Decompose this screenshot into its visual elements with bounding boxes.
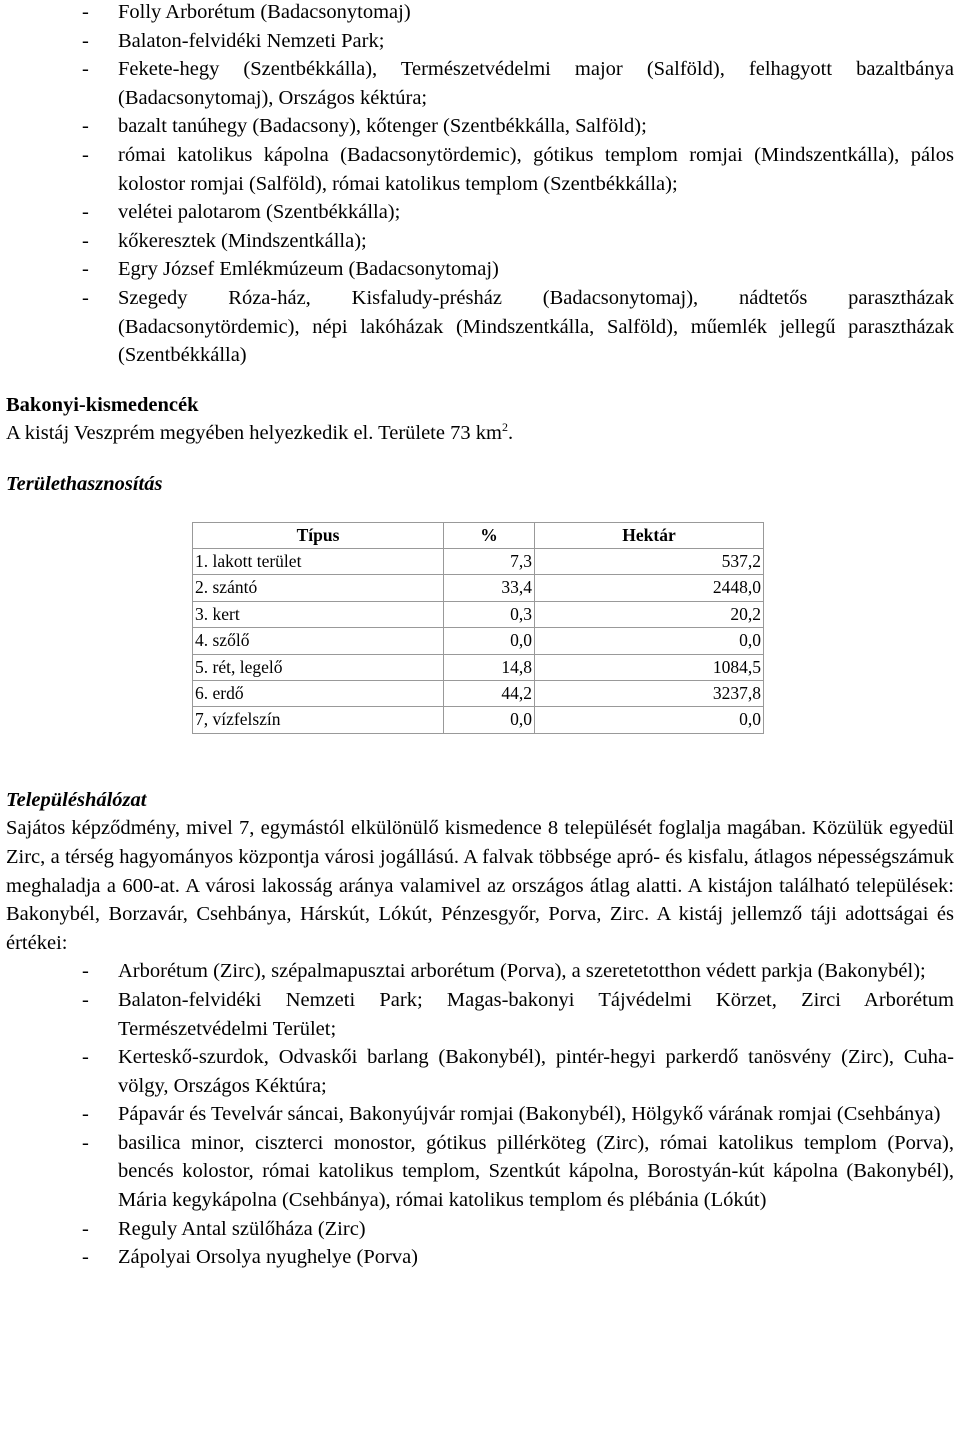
cell-percent: 7,3 bbox=[444, 548, 535, 574]
cell-percent: 44,2 bbox=[444, 680, 535, 706]
intro-paragraph bbox=[6, 419, 954, 448]
land-use-table bbox=[192, 522, 764, 734]
column-header-type: Típus bbox=[193, 522, 444, 548]
column-header-percent: % bbox=[444, 522, 535, 548]
list-item: - római katolikus kápolna (Badacsonytördemic), gótikus templom romjai (Mindszentkálla), pálos kolostor romjai (Salföld), római katolikus templom (Szentbékkálla); bbox=[6, 141, 954, 198]
list-item: - Kerteskő-szurdok, Odvaskői barlang (Bakonybél), pintér-hegyi parkerdő tanösvény (Zirc), Cuha-völgy, Országos Kéktúra; bbox=[6, 1043, 954, 1100]
section-title-telepules: Településhálózat bbox=[6, 788, 147, 811]
cell-type: 7, vízfelszín bbox=[193, 707, 444, 733]
list-item: - Egry József Emlékmúzeum (Badacsonytomaj) bbox=[6, 255, 954, 284]
section-title-teruleth: Területhasznosítás bbox=[6, 472, 163, 495]
top-bullet-list bbox=[6, 0, 954, 370]
cell-hectare: 20,2 bbox=[535, 601, 764, 627]
list-item: - Szegedy Róza-ház, Kisfaludy-présház (Badacsonytomaj), nádtetős parasztházak (Badacsonytördemic), népi lakóházak (Mindszentkálla, Salföld), műemlék jellegű parasztházak (Szentbékkálla) bbox=[6, 284, 954, 370]
intro-end: . bbox=[507, 422, 514, 445]
table-row bbox=[193, 628, 764, 654]
table-row bbox=[193, 575, 764, 601]
list-item: - velétei palotarom (Szentbékkálla); bbox=[6, 198, 954, 227]
table-header-row bbox=[193, 522, 764, 548]
list-item: - Folly Arborétum (Badacsonytomaj) bbox=[6, 0, 954, 27]
cell-hectare: 537,2 bbox=[535, 548, 764, 574]
cell-type: 3. kert bbox=[193, 601, 444, 627]
cell-percent: 14,8 bbox=[444, 654, 535, 680]
cell-percent: 0,3 bbox=[444, 601, 535, 627]
cell-percent: 33,4 bbox=[444, 575, 535, 601]
body-paragraph: Sajátos képződmény, mivel 7, egymástól elkülönülő kismedence 8 települését foglalja magában. Közülük egyedül Zirc, a térség hagyományos központja városi jogállású. A falvak többsége apró- és kisfalu, átlagos népességszámuk meghaladja a 600-at. A városi lakosság aránya valamivel az országos átlag alatti. A kistájon található települések: Bakonybél, Borzavár, Csehbánya, Hárskút, Lókút, Pénzesgyőr, Porva, Zirc. A kistáj jellemző táji adottságai és értékei: bbox=[6, 817, 954, 954]
intro-text: A kistáj Veszprém megyében helyezkedik el. Területe 73 km bbox=[6, 422, 502, 445]
list-item: - Balaton-felvidéki Nemzeti Park; Magas-bakonyi Tájvédelmi Körzet, Zirci Arborétum Természetvédelmi Terület; bbox=[6, 986, 954, 1043]
cell-type: 4. szőlő bbox=[193, 628, 444, 654]
list-item: - Reguly Antal szülőháza (Zirc) bbox=[6, 1215, 954, 1244]
cell-percent: 0,0 bbox=[444, 628, 535, 654]
list-item: - basilica minor, ciszterci monostor, gótikus pillérköteg (Zirc), római katolikus templom (Porva), bencés kolostor, római katolikus templom, Szentkút kápolna, Borostyán-kút kápolna (Bakonybél), Mária kegykápolna (Csehbánya), római katolikus templom és plébánia (Lókút) bbox=[6, 1129, 954, 1215]
table-row bbox=[193, 707, 764, 733]
bottom-bullet-list bbox=[6, 957, 954, 1272]
table-row bbox=[193, 654, 764, 680]
intro-superscript: 2 bbox=[501, 420, 508, 435]
cell-type: 5. rét, legelő bbox=[193, 654, 444, 680]
table-row bbox=[193, 601, 764, 627]
table-row bbox=[193, 680, 764, 706]
list-item: - kőkeresztek (Mindszentkálla); bbox=[6, 227, 954, 256]
cell-hectare: 2448,0 bbox=[535, 575, 764, 601]
list-item: - Fekete-hegy (Szentbékkálla), Természetvédelmi major (Salföld), felhagyott bazaltbánya (Badacsonytomaj), Országos kéktúra; bbox=[6, 55, 954, 112]
cell-type: 2. szántó bbox=[193, 575, 444, 601]
list-item: - Balaton-felvidéki Nemzeti Park; bbox=[6, 27, 954, 56]
cell-type: 1. lakott terület bbox=[193, 548, 444, 574]
cell-hectare: 0,0 bbox=[535, 707, 764, 733]
list-item: - Zápolyai Orsolya nyughelye (Porva) bbox=[6, 1243, 954, 1272]
section-title-bakonyi: Bakonyi-kismedencék bbox=[6, 393, 199, 416]
document-page bbox=[6, 0, 954, 1272]
list-item: - Arborétum (Zirc), szépalmapusztai arborétum (Porva), a szeretetotthon védett parkja (Bakonybél); bbox=[6, 957, 954, 986]
cell-percent: 0,0 bbox=[444, 707, 535, 733]
table-row bbox=[193, 548, 764, 574]
cell-type: 6. erdő bbox=[193, 680, 444, 706]
column-header-hectare: Hektár bbox=[535, 522, 764, 548]
cell-hectare: 0,0 bbox=[535, 628, 764, 654]
cell-hectare: 3237,8 bbox=[535, 680, 764, 706]
cell-hectare: 1084,5 bbox=[535, 654, 764, 680]
list-item: - Pápavár és Tevelvár sáncai, Bakonyújvár romjai (Bakonybél), Hölgykő várának romjai (Csehbánya) bbox=[6, 1100, 954, 1129]
list-item: - bazalt tanúhegy (Badacsony), kőtenger (Szentbékkálla, Salföld); bbox=[6, 112, 954, 141]
